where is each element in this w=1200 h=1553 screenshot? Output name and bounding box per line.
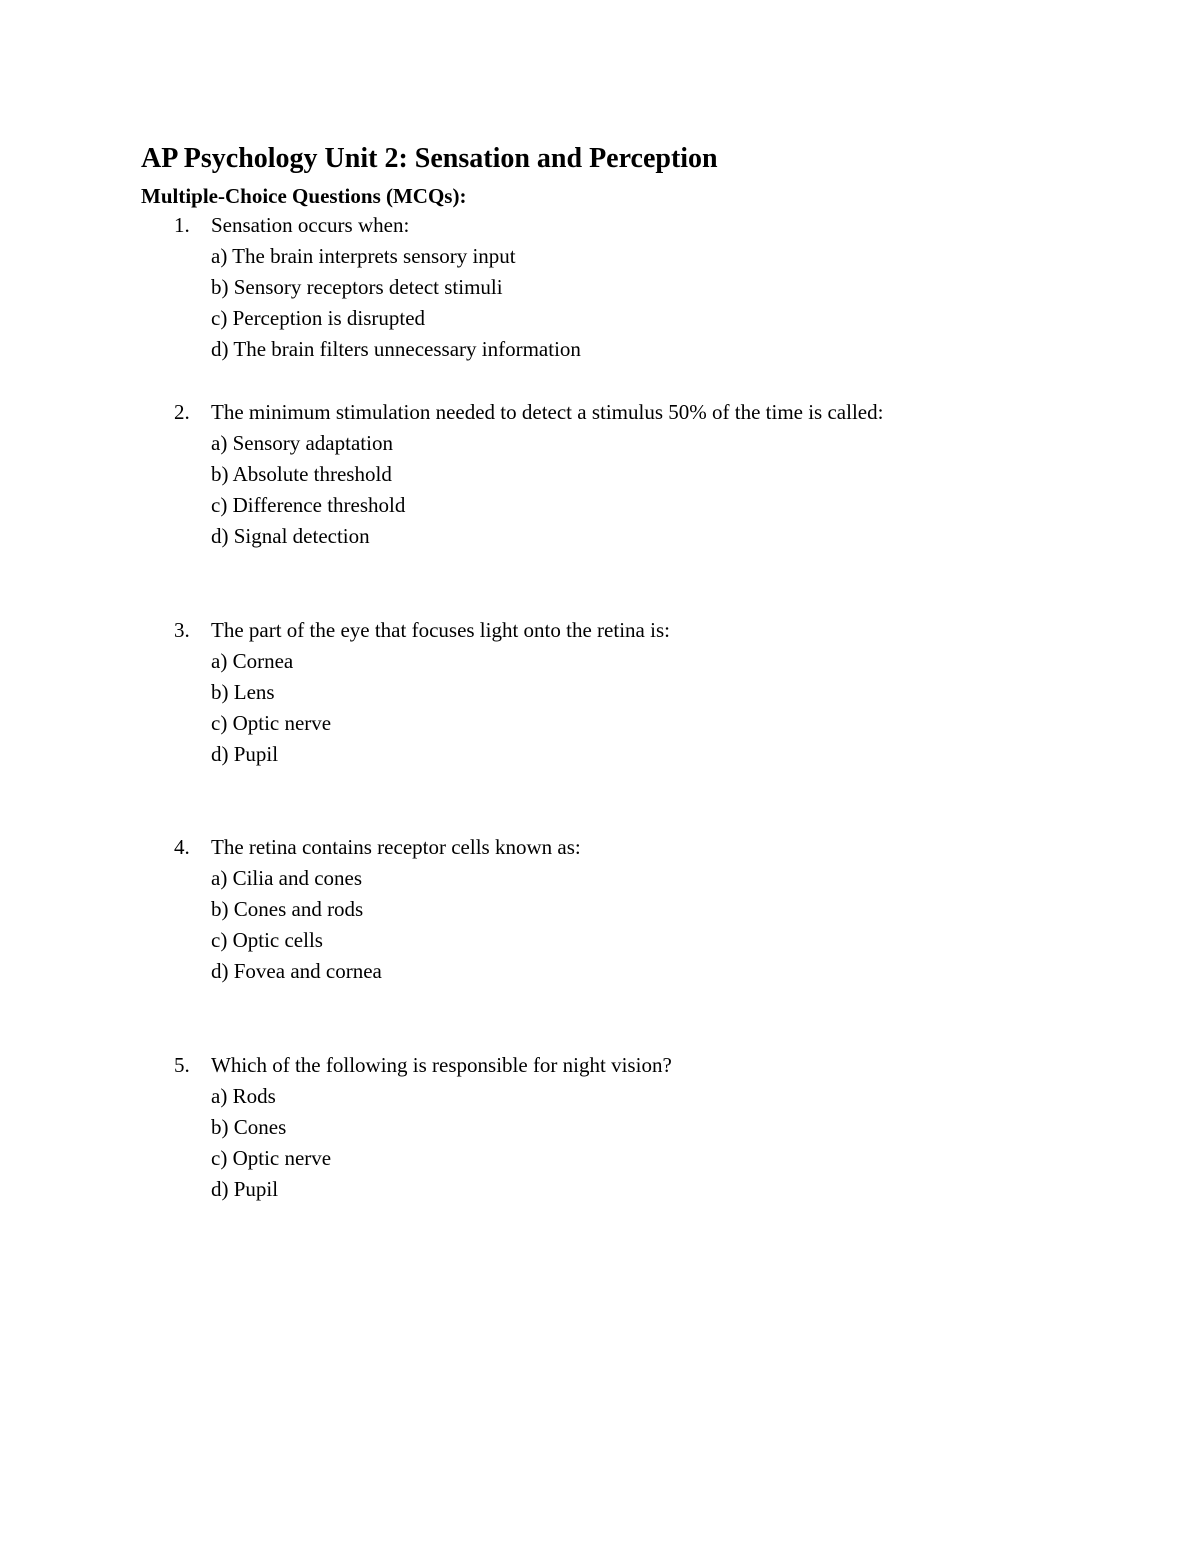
option-text: d) Pupil (211, 742, 279, 766)
option-text: c) Optic nerve (211, 1146, 332, 1170)
question-text: Which of the following is responsible for night vision? (211, 1053, 672, 1077)
answer-option-b (0, 1112, 1200, 1143)
question-4 (0, 832, 1200, 987)
answer-option-d (0, 334, 1200, 365)
answer-option-b (0, 272, 1200, 303)
answer-option-c (0, 925, 1200, 956)
answer-option-c (0, 303, 1200, 334)
question-stem (0, 210, 1200, 241)
option-text: d) Signal detection (211, 524, 370, 548)
option-text: d) Fovea and cornea (211, 959, 382, 983)
option-text: d) The brain filters unnecessary information (211, 337, 581, 361)
page-title: AP Psychology Unit 2: Sensation and Perception (141, 143, 718, 174)
option-text: a) Cornea (211, 649, 294, 673)
answer-option-a (0, 646, 1200, 677)
question-1 (0, 210, 1200, 365)
answer-option-d (0, 739, 1200, 770)
question-text: The retina contains receptor cells known as: (211, 835, 581, 859)
question-3 (0, 615, 1200, 770)
option-text: b) Absolute threshold (211, 462, 392, 486)
answer-option-b (0, 459, 1200, 490)
option-text: a) The brain interprets sensory input (211, 244, 516, 268)
answer-option-c (0, 490, 1200, 521)
answer-option-d (0, 956, 1200, 987)
answer-option-b (0, 677, 1200, 708)
section-heading: Multiple-Choice Questions (MCQs): (141, 184, 467, 208)
question-number: 3. (174, 618, 190, 642)
option-text: a) Sensory adaptation (211, 431, 393, 455)
question-number: 2. (174, 400, 190, 424)
option-text: c) Optic nerve (211, 711, 332, 735)
option-text: d) Pupil (211, 1177, 279, 1201)
option-text: b) Sensory receptors detect stimuli (211, 275, 503, 299)
option-text: a) Cilia and cones (211, 866, 363, 890)
answer-option-a (0, 1081, 1200, 1112)
answer-option-a (0, 428, 1200, 459)
question-2 (0, 397, 1200, 552)
option-text: c) Perception is disrupted (211, 306, 426, 330)
question-text: The part of the eye that focuses light onto the retina is: (211, 618, 670, 642)
answer-option-a (0, 241, 1200, 272)
question-text: The minimum stimulation needed to detect a stimulus 50% of the time is called: (211, 400, 884, 424)
answer-option-c (0, 1143, 1200, 1174)
question-number: 4. (174, 835, 190, 859)
question-text: Sensation occurs when: (211, 213, 410, 237)
question-number: 1. (174, 213, 190, 237)
option-text: c) Optic cells (211, 928, 323, 952)
answer-option-b (0, 894, 1200, 925)
question-stem (0, 615, 1200, 646)
answer-option-d (0, 521, 1200, 552)
question-number: 5. (174, 1053, 190, 1077)
answer-option-c (0, 708, 1200, 739)
question-stem (0, 832, 1200, 863)
question-stem (0, 397, 1200, 428)
option-text: a) Rods (211, 1084, 276, 1108)
option-text: b) Cones (211, 1115, 287, 1139)
option-text: c) Difference threshold (211, 493, 406, 517)
question-5 (0, 1050, 1200, 1205)
option-text: b) Cones and rods (211, 897, 364, 921)
option-text: b) Lens (211, 680, 275, 704)
answer-option-d (0, 1174, 1200, 1205)
answer-option-a (0, 863, 1200, 894)
question-stem (0, 1050, 1200, 1081)
